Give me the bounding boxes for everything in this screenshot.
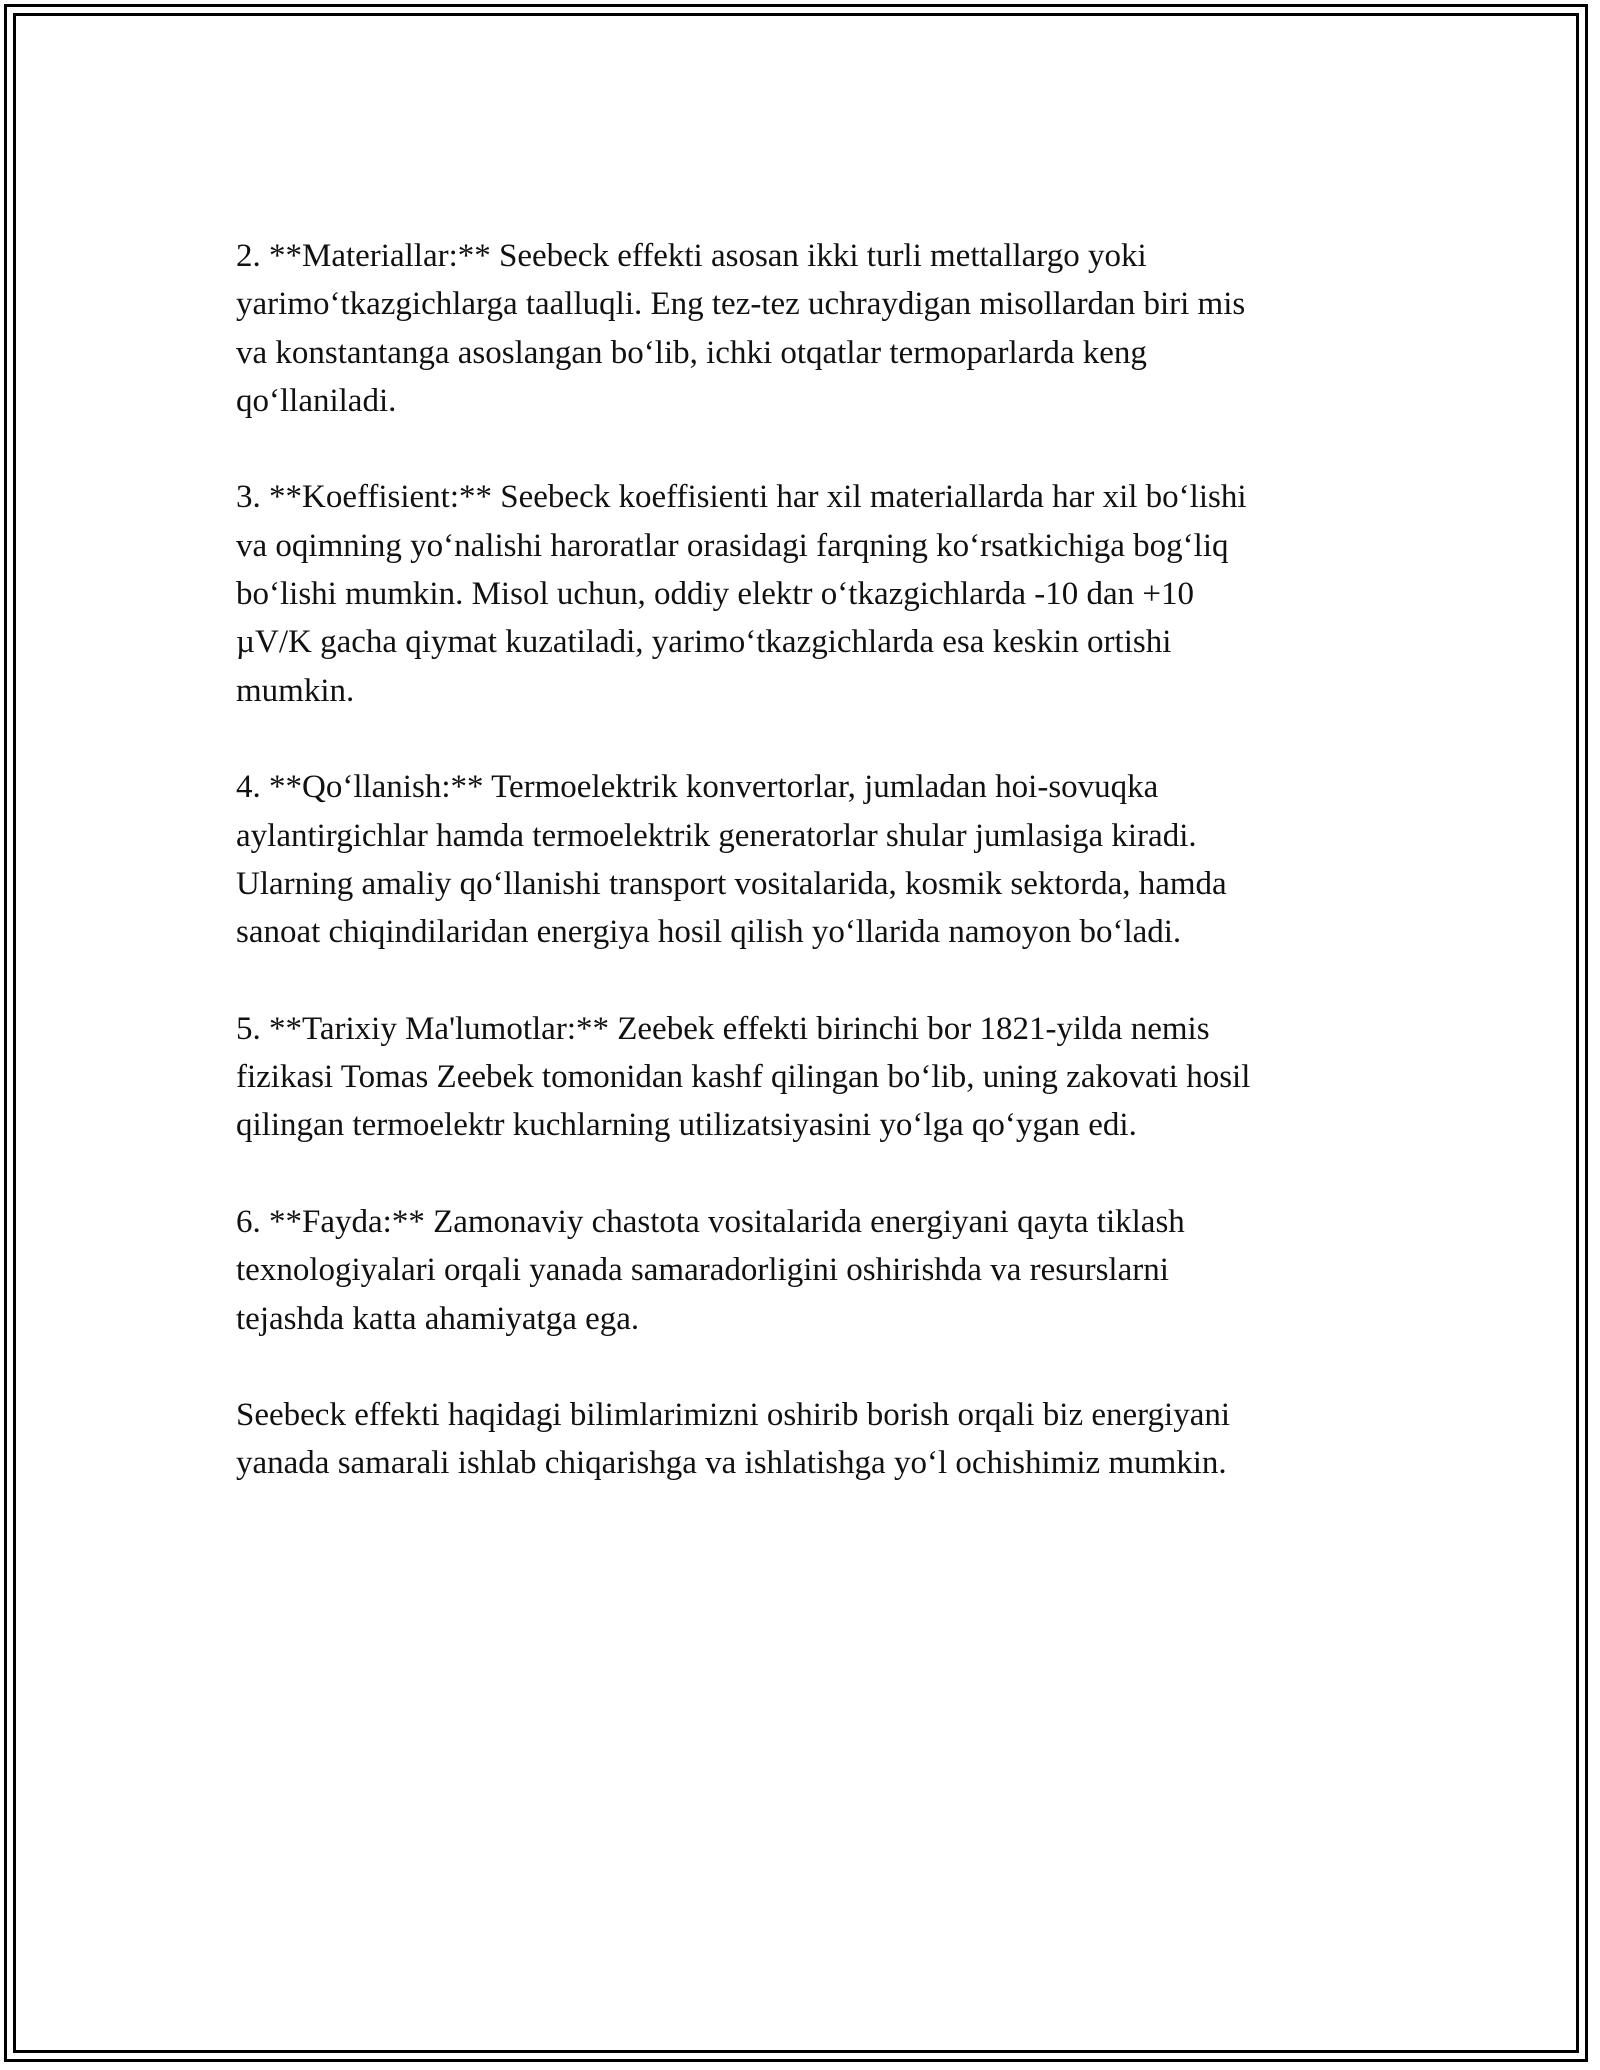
text-line: qo‘llaniladi.: [236, 382, 397, 419]
text-line: 6. **Fayda:** Zamonaviy chastota vositalarida energiyani qayta tiklash: [236, 1203, 1185, 1240]
text-line: fizikasi Tomas Zeebek tomonidan kashf qilingan bo‘lib, uning zakovati hosil: [236, 1059, 1251, 1096]
text-line: bo‘lishi mumkin. Misol uchun, oddiy elektr o‘tkazgichlarda -10 dan +10: [236, 576, 1195, 613]
text-line: va oqimning yo‘nalishi haroratlar orasidagi farqning ko‘rsatkichiga bog‘liq: [236, 527, 1229, 564]
paragraph-koeffisient: [236, 473, 1396, 714]
text-line: mumkin.: [236, 672, 355, 709]
text-line: µV/K gacha qiymat kuzatiladi, yarimo‘tkazgichlarda esa keskin ortishi: [236, 624, 1172, 661]
document-body: [236, 232, 1396, 1536]
paragraph-materiallar: [236, 232, 1396, 425]
text-line: 3. **Koeffisient:** Seebeck koeffisienti har xil materiallarda har xil bo‘lishi: [236, 479, 1247, 516]
paragraph-tarixiy-malumotlar: [236, 1005, 1396, 1150]
text-line: 5. **Tarixiy Ma'lumotlar:** Zeebek effekti birinchi bor 1821-yilda nemis: [236, 1010, 1210, 1047]
text-line: tejashda katta ahamiyatga ega.: [236, 1300, 640, 1337]
text-line: Ularning amaliy qo‘llanishi transport vositalarida, kosmik sektorda, hamda: [236, 865, 1227, 902]
text-line: qilingan termoelektr kuchlarning utilizatsiyasini yo‘lga qo‘ygan edi.: [236, 1107, 1137, 1144]
paragraph-conclusion: [236, 1391, 1396, 1488]
text-line: yanada samarali ishlab chiqarishga va ishlatishga yo‘l ochishimiz mumkin.: [236, 1445, 1227, 1482]
text-line: aylantirgichlar hamda termoelektrik generatorlar shular jumlasiga kiradi.: [236, 817, 1197, 854]
paragraph-qollanish: [236, 763, 1396, 956]
text-line: sanoat chiqindilaridan energiya hosil qilish yo‘llarida namoyon bo‘ladi.: [236, 914, 1182, 951]
text-line: texnologiyalari orqali yanada samaradorligini oshirishda va resurslarni: [236, 1252, 1169, 1289]
text-line: yarimo‘tkazgichlarga taalluqli. Eng tez-tez uchraydigan misollardan biri mis: [236, 286, 1246, 323]
paragraph-fayda: [236, 1198, 1396, 1343]
text-line: 4. **Qo‘llanish:** Termoelektrik konvertorlar, jumladan hoi-sovuqka: [236, 769, 1159, 806]
text-line: 2. **Materiallar:** Seebeck effekti asosan ikki turli mettallargo yoki: [236, 238, 1147, 274]
text-line: va konstantanga asoslangan bo‘lib, ichki otqatlar termoparlarda keng: [236, 334, 1147, 371]
text-line: Seebeck effekti haqidagi bilimlarimizni oshirib borish orqali biz energiyani: [236, 1397, 1231, 1434]
